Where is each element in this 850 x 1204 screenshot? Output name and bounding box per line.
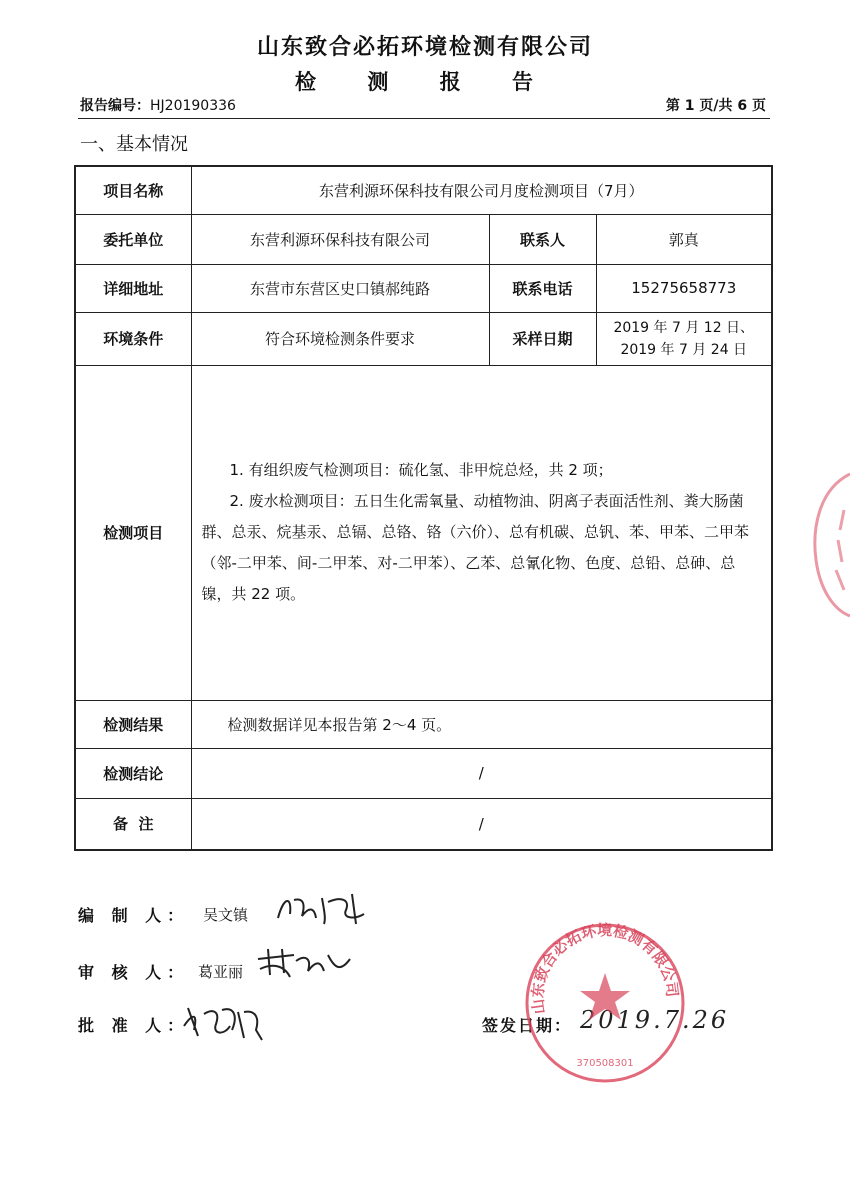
address-value: 东营市东营区史口镇郝纯路	[191, 264, 489, 312]
sampling-date-label: 采样日期	[489, 312, 596, 365]
project-name-label: 项目名称	[75, 166, 191, 214]
phone-value: 15275658773	[596, 264, 772, 312]
row-remarks	[75, 798, 772, 850]
prepared-by-label: 编 制 人：	[78, 906, 190, 925]
conclusion-value: /	[191, 748, 772, 798]
edge-seal-partial	[808, 470, 850, 620]
remarks-label: 备 注	[75, 798, 191, 850]
page-info: 第 1 页/共 6 页	[665, 98, 766, 114]
report-number-value: HJ20190336	[150, 98, 236, 114]
reviewed-by-signature	[254, 945, 354, 985]
official-stamp	[520, 918, 690, 1088]
report-number	[80, 95, 236, 115]
address-label: 详细地址	[75, 264, 191, 312]
remarks-value: /	[191, 798, 772, 850]
row-address	[75, 264, 772, 312]
stamp-code: 370508301	[576, 1058, 634, 1069]
stamp-star-icon	[580, 973, 630, 1020]
client-value: 东营利源环保科技有限公司	[191, 214, 489, 264]
result-label: 检测结果	[75, 700, 191, 748]
issue-date-handwritten: 2019.7.26	[580, 1006, 730, 1034]
sampling-date-line1: 2019 年 7 月 12 日、	[613, 319, 755, 336]
report-number-label: 报告编号：	[80, 98, 150, 114]
phone-label: 联系电话	[489, 264, 596, 312]
client-label: 委托单位	[75, 214, 191, 264]
approved-by-label: 批 准 人：	[78, 1016, 190, 1035]
project-name-value: 东营利源环保科技有限公司月度检测项目（7月）	[191, 166, 772, 214]
basic-info-table	[74, 165, 773, 851]
row-test-items	[75, 365, 772, 700]
row-client	[75, 214, 772, 264]
issue-date-label: 签发日期：	[482, 1016, 573, 1035]
conclusion-label: 检测结论	[75, 748, 191, 798]
company-title: 山东致合必拓环境检测有限公司	[256, 35, 593, 60]
environment-label: 环境条件	[75, 312, 191, 365]
environment-value: 符合环境检测条件要求	[191, 312, 489, 365]
row-project-name	[75, 166, 772, 214]
prepared-by-name: 吴文镇	[203, 906, 249, 924]
reviewed-by-label: 审 核 人：	[78, 963, 190, 982]
sampling-date-line2: 2019 年 7 月 24 日	[620, 341, 748, 358]
header-divider	[78, 118, 770, 119]
row-environment	[75, 312, 772, 365]
result-value: 检测数据详见本报告第 2～4 页。	[191, 700, 772, 748]
contact-label: 联系人	[489, 214, 596, 264]
test-items-paragraph-2: 2. 废水检测项目：五日生化需氧量、动植物油、阴离子表面活性剂、粪大肠菌群、总汞、烷基汞、总镉、总铬、铬（六价）、总有机碳、总钒、苯、甲苯、二甲苯（邻-二甲苯、间-二甲苯、对-二甲苯）、乙苯、总氰化物、色度、总铅、总砷、总镍，共 22 项。	[201, 492, 750, 603]
row-conclusion	[75, 748, 772, 798]
stamp-text: 山东致合必拓环境检测有限公司	[528, 921, 682, 1016]
reviewed-by-name: 葛亚丽	[198, 963, 244, 981]
document-title: 检 测 报 告	[295, 70, 555, 94]
test-items-label: 检测项目	[75, 365, 191, 700]
contact-value: 郭真	[596, 214, 772, 264]
sampling-date-value	[596, 312, 772, 365]
test-items-paragraph-1: 1. 有组织废气检测项目：硫化氢、非甲烷总烃，共 2 项；	[229, 461, 613, 479]
test-items-value	[191, 365, 772, 700]
section-title: 一、基本情况	[80, 134, 188, 155]
row-result	[75, 700, 772, 748]
approved-by-signature	[178, 1000, 268, 1046]
prepared-by-signature	[272, 888, 382, 930]
